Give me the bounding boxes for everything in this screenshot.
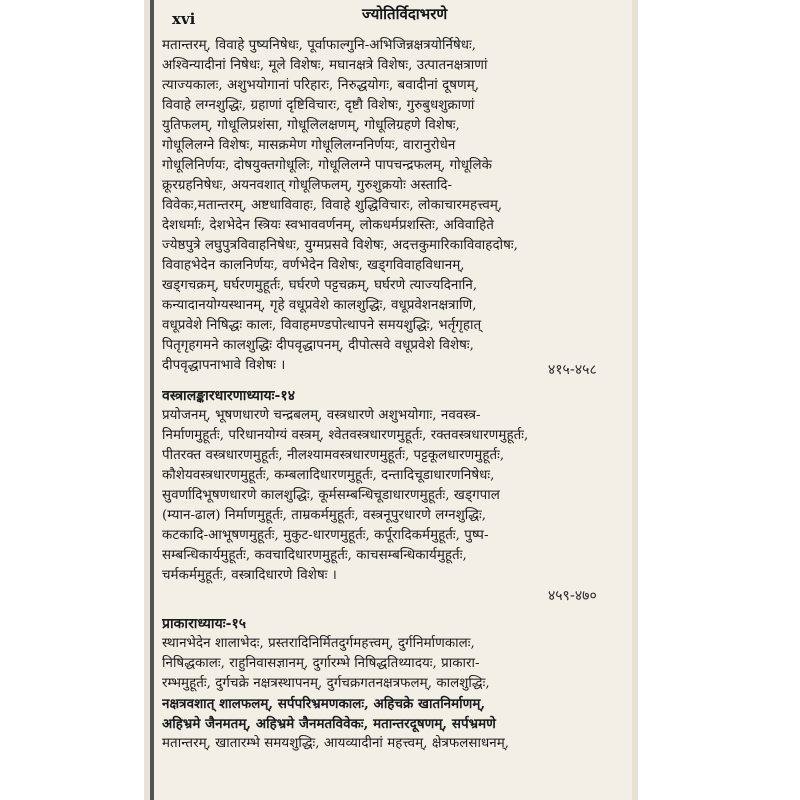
text-line: पितृगृहगमने कालशुद्धिः दीपवृद्धापनम्, दीपोत्सवे वधूप्रवेशे विशेषः, [162, 338, 474, 353]
text-line: पीतरक्त वस्त्रधारणमुहूर्तः, नीलश्यामवस्त्रधारणमुहूर्तः, पट्टकूलधारणमुहूर्तः, [162, 448, 505, 463]
text-line: अश्विन्यादीनां निषेधः, मूले विशेषः, मघानक्षत्रे विशेषः, उत्पातनक्षत्राणां [162, 58, 488, 73]
section13-contents [162, 36, 570, 376]
text-line: कौशेयवस्त्रधारणमुहूर्तः, कम्बलादिधारणमुहूर्तः, दन्तादिचूडाधारणनिषेधः, [162, 468, 495, 483]
text-line: प्रयोजनम्, भूषणधारणे चन्द्रबलम्, वस्त्रधारणे अशुभयोगाः, नववस्त्र- [162, 408, 481, 423]
running-title: ज्योतिर्विदाभरणे [362, 5, 448, 23]
text-line: खड्गचक्रम्, घर्घरणमुहूर्तः, घर्घरणे पट्टचक्रम्, घर्घरणे त्याज्यदिनानि, [162, 278, 478, 293]
page-header [172, 4, 622, 28]
text-line: दीपवृद्धापनाभावे विशेषः । [162, 358, 286, 373]
text-line: देशधर्माः, देशभेदेन स्त्रियः स्वभाववर्णनम्, लोकधर्मप्रशस्तिः, अविवाहिते [162, 218, 494, 233]
text-line: विवाहे लग्नशुद्धिः, ग्रहाणां दृष्टिविचारः, दृष्टौ विशेषः, गुरुबुधशुक्राणां [162, 98, 475, 113]
text-line: निषिद्धकालः, राहुनिवासज्ञानम्, दुर्गारम्भे निषिद्धतिथ्यादयः, प्राकारा- [162, 656, 480, 671]
text-line: रम्भमुहूर्तः, दुर्गचक्रे नक्षत्रस्थापनम्, दुर्गचक्रगतनक्षत्रफलम्, कालशुद्धिः, [162, 676, 490, 691]
text-line: गोधूलिनिर्णयः, दोषयुक्तगोधूलिः, गोधूलिलग्ने पापचन्द्रफलम्, गोधूलिके [162, 158, 492, 173]
text-line: चर्मकर्ममुहूर्तः, वस्त्रादिधारणे विशेषः । [162, 568, 337, 583]
text-line: कन्यादानयोग्यस्थानम्, गृहे वधूप्रवेशे कालशुद्धिः, वधूप्रवेशनक्षत्राणि, [162, 298, 477, 313]
text-line: सम्बन्धिकार्यमुहूर्तः, कवचादिधारणमुहूर्तः, काचसम्बन्धिकार्यमुहूर्तः, [162, 548, 467, 563]
text-line: कटकादि-आभूषणमुहूर्तः, मुकुट-धारणमुहूर्तः, कर्पूरादिकर्ममुहूर्तः, पुष्प- [162, 528, 489, 543]
section13-page-range: ४१५-४५८ [548, 362, 597, 378]
text-line: वधूप्रवेशे निषिद्धः कालः, विवाहमण्डपोत्थापने समयशुद्धिः, भर्तृगृहात् [162, 318, 482, 333]
text-line: ज्येष्ठपुत्रे लघुपुत्रविवाहनिषेधः, युग्मप्रसवे विशेषः, अदत्तकुमारिकाविवाहदोषः, [162, 238, 518, 253]
text-line: अहिभ्रमे जैनमतम्, अहिभ्रमे जैनमतविवेकः, मतान्तरदूषणम्, सर्पभ्रमणे [162, 716, 496, 732]
section15-contents [162, 614, 570, 754]
text-line: सुवर्णादिभूषणधारणे कालशुद्धिः, कूर्मसम्बन्धिचूडाधारणमुहूर्तः, खड्गपाल [162, 488, 500, 503]
text-line: नक्षत्रवशात् शालफलम्, सर्पपरिभ्रमणकालः, अहिचक्रे खातनिर्माणम्, [162, 696, 486, 712]
text-line: निर्माणमुहूर्तः, परिधानयोग्यं वस्त्रम्, श्वेतवस्त्रधारणमुहूर्तः, रक्तवस्त्रधारणमुहूर्तः, [162, 428, 529, 443]
text-line: युतिफलम्, गोधूलिप्रशंसा, गोधूलिलक्षणम्, गोधूलिग्रहणे विशेषः, [162, 118, 460, 133]
section14-heading: वस्त्रालङ्कारधारणाध्यायः-१४ [162, 388, 296, 404]
section14-page-range: ४५९-४७० [548, 588, 597, 604]
text-line: स्थानभेदेन शालाभेदः, प्रस्तरादिनिर्मितदुर्गमहत्त्वम्, दुर्गनिर्माणकालः, [162, 636, 475, 651]
page-number: xvi [172, 10, 196, 28]
text-line: मतान्तरम्, खातारम्भे समयशुद्धिः, आयव्यादीनां महत्त्वम्, क्षेत्रफलसाधनम्, [162, 736, 510, 751]
page-left-edge [150, 0, 154, 800]
text-line: क्रूरग्रहनिषेधः, अयनवशात् गोधूलिफलम्, गुरुशुक्रयोः अस्तादि- [162, 178, 453, 193]
text-line: (म्यान-ढाल) निर्माणमुहूर्तः, ताम्रकर्ममुहूर्तः, वस्त्रनूपुरधारणे लग्नशुद्धिः, [162, 508, 487, 523]
text-line: त्याज्यकालः, अशुभयोगानां परिहारः, निरुद्धयोगः, बवादीनां दूषणम्, [162, 78, 480, 93]
text-line: गोधूलिलग्ने विशेषः, मासक्रमेण गोधूलिलग्ननिर्णयः, वारानुरोधेन [162, 138, 456, 153]
section14-contents [162, 386, 570, 586]
text-line: मतान्तरम्, विवाहे पुष्यनिषेधः, पूर्वाफाल्गुनि-अभिजिन्नक्षत्रयोर्निषेधः, [162, 38, 477, 53]
text-line: विवेकः,मतान्तरम्, अष्टधाविवाहः, विवाहे शुद्धिविचारः, लोकाचारमहत्त्वम्, [162, 198, 503, 213]
text-line: विवाहभेदेन कालनिर्णयः, वर्णभेदेन विशेषः, खड्गविवाहविधानम्, [162, 258, 465, 273]
section15-heading: प्राकाराध्यायः-१५ [162, 616, 247, 632]
